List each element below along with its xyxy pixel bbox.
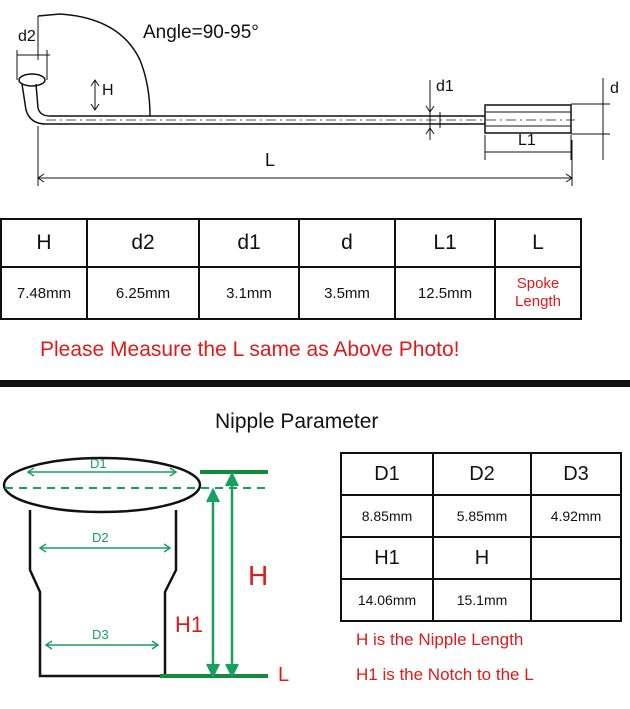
d1-label: d1	[436, 78, 454, 95]
value-empty	[531, 579, 621, 621]
spoke-bend	[22, 84, 440, 124]
header-D2: D2	[433, 453, 531, 495]
spoke-table-value-row	[1, 267, 581, 319]
l-label: L	[265, 150, 276, 170]
h-dim-label: H	[248, 560, 269, 591]
measure-notice: Please Measure the L same as Above Photo!	[40, 338, 460, 361]
value-H1: 14.06mm	[341, 579, 433, 621]
note-nipple-length: H is the Nipple Length	[356, 630, 524, 649]
header-d: d	[299, 219, 395, 267]
value-d: 3.5mm	[299, 267, 395, 319]
nipple-row1-headers	[341, 453, 621, 495]
header-H: H	[433, 537, 531, 579]
value-D2: 5.85mm	[433, 495, 531, 537]
thread-section	[485, 105, 571, 133]
header-l1: L1	[395, 219, 495, 267]
note-notch-to-l: H1 is the Notch to the L	[356, 665, 534, 684]
nipple-title: Nipple Parameter	[215, 410, 379, 433]
nipple-row2-values	[341, 579, 621, 621]
d-label: d	[610, 80, 619, 97]
header-l: L	[495, 219, 581, 267]
d1-dim-label: D1	[90, 456, 107, 471]
section-divider	[0, 380, 630, 387]
value-D1: 8.85mm	[341, 495, 433, 537]
header-h: H	[1, 219, 87, 267]
nipple-spec-table	[340, 452, 622, 622]
value-d1: 3.1mm	[199, 267, 299, 319]
value-D3: 4.92mm	[531, 495, 621, 537]
spoke-spec-table	[0, 218, 582, 320]
h1-dim-label: H1	[175, 612, 204, 637]
header-d2: d2	[87, 219, 199, 267]
d2-label: d2	[18, 28, 36, 45]
spoke-table-header-row	[1, 219, 581, 267]
value-H: 15.1mm	[433, 579, 531, 621]
d2-dim-label: D2	[92, 530, 109, 545]
header-d1: d1	[199, 219, 299, 267]
value-d2: 6.25mm	[87, 267, 199, 319]
value-h: 7.48mm	[1, 267, 87, 319]
spoke-diagram	[0, 0, 630, 200]
l1-label: L1	[518, 132, 536, 149]
header-D1: D1	[341, 453, 433, 495]
h-label: H	[102, 82, 114, 99]
value-l-spoke-length: Spoke Length	[495, 267, 581, 319]
nipple-row2-headers	[341, 537, 621, 579]
l-ref-label: L	[278, 664, 290, 686]
header-empty	[531, 537, 621, 579]
angle-arc	[38, 14, 150, 116]
nipple-row1-values	[341, 495, 621, 537]
header-D3: D3	[531, 453, 621, 495]
header-H1: H1	[341, 537, 433, 579]
d3-dim-label: D3	[92, 627, 109, 642]
spoke-head	[19, 74, 45, 86]
angle-label: Angle=90-95°	[143, 22, 259, 43]
value-l1: 12.5mm	[395, 267, 495, 319]
